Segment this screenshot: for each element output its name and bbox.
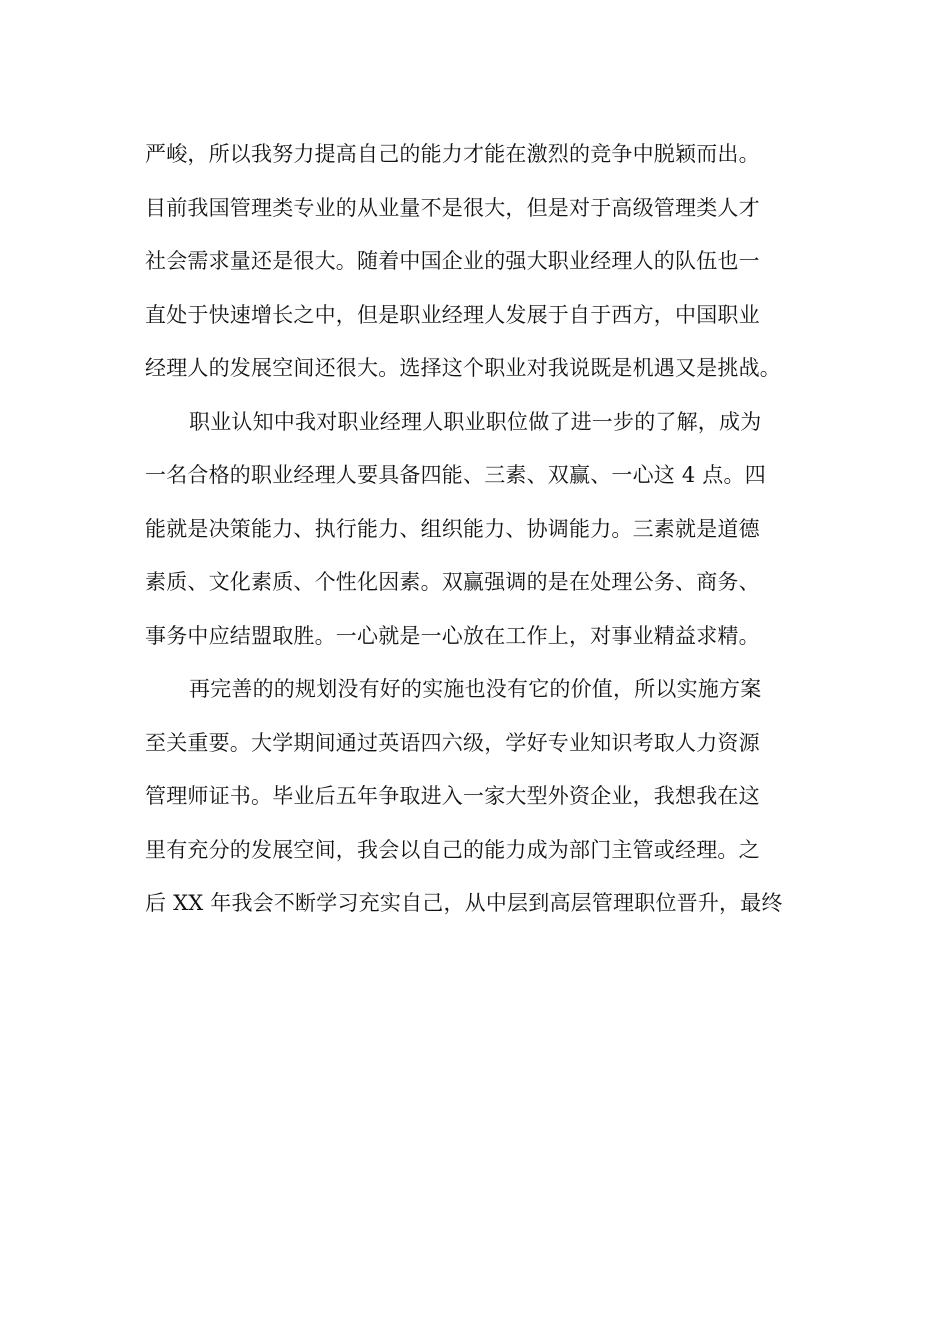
paragraph-start-line: 再完善的的规划没有好的实施也没有它的价值，所以实施方案: [189, 677, 762, 701]
text-line: 目前我国管理类专业的从业量不是很大，但是对于高级管理类人才: [145, 195, 760, 220]
text-line: 社会需求量还是很大。随着中国企业的强大职业经理人的队伍也一: [145, 249, 760, 273]
text-line: 严峻，所以我努力提高自己的能力才能在激烈的竞争中脱颖而出。: [145, 142, 760, 166]
text-line: 能就是决策能力、执行能力、组织能力、协调能力。三素就是道德: [145, 516, 760, 541]
text-line: 一名合格的职业经理人要具备四能、三素、双赢、一心这 4 点。四: [145, 463, 766, 487]
text-line: 后 XX 年我会不断学习充实自己，从中层到高层管理职位晋升，最终: [145, 891, 783, 915]
text-line: 管理师证书。毕业后五年争取进入一家大型外资企业，我想我在这: [145, 784, 760, 808]
text-line: 事务中应结盟取胜。一心就是一心放在工作上，对事业精益求精。: [145, 623, 760, 648]
text-line: 里有充分的发展空间，我会以自己的能力成为部门主管或经理。之: [145, 837, 760, 862]
text-line: 经理人的发展空间还很大。选择这个职业对我说既是机遇又是挑战。: [145, 356, 781, 380]
text-line: 直处于快速增长之中，但是职业经理人发展于自于西方，中国职业: [145, 302, 760, 327]
text-line: 至关重要。大学期间通过英语四六级，学好专业知识考取人力资源: [145, 730, 760, 755]
text-line: 素质、文化素质、个性化因素。双赢强调的是在处理公务、商务、: [145, 570, 760, 594]
body-text: [145, 128, 805, 931]
paragraph-start-line: 职业认知中我对职业经理人职业职位做了进一步的了解，成为: [189, 409, 762, 434]
